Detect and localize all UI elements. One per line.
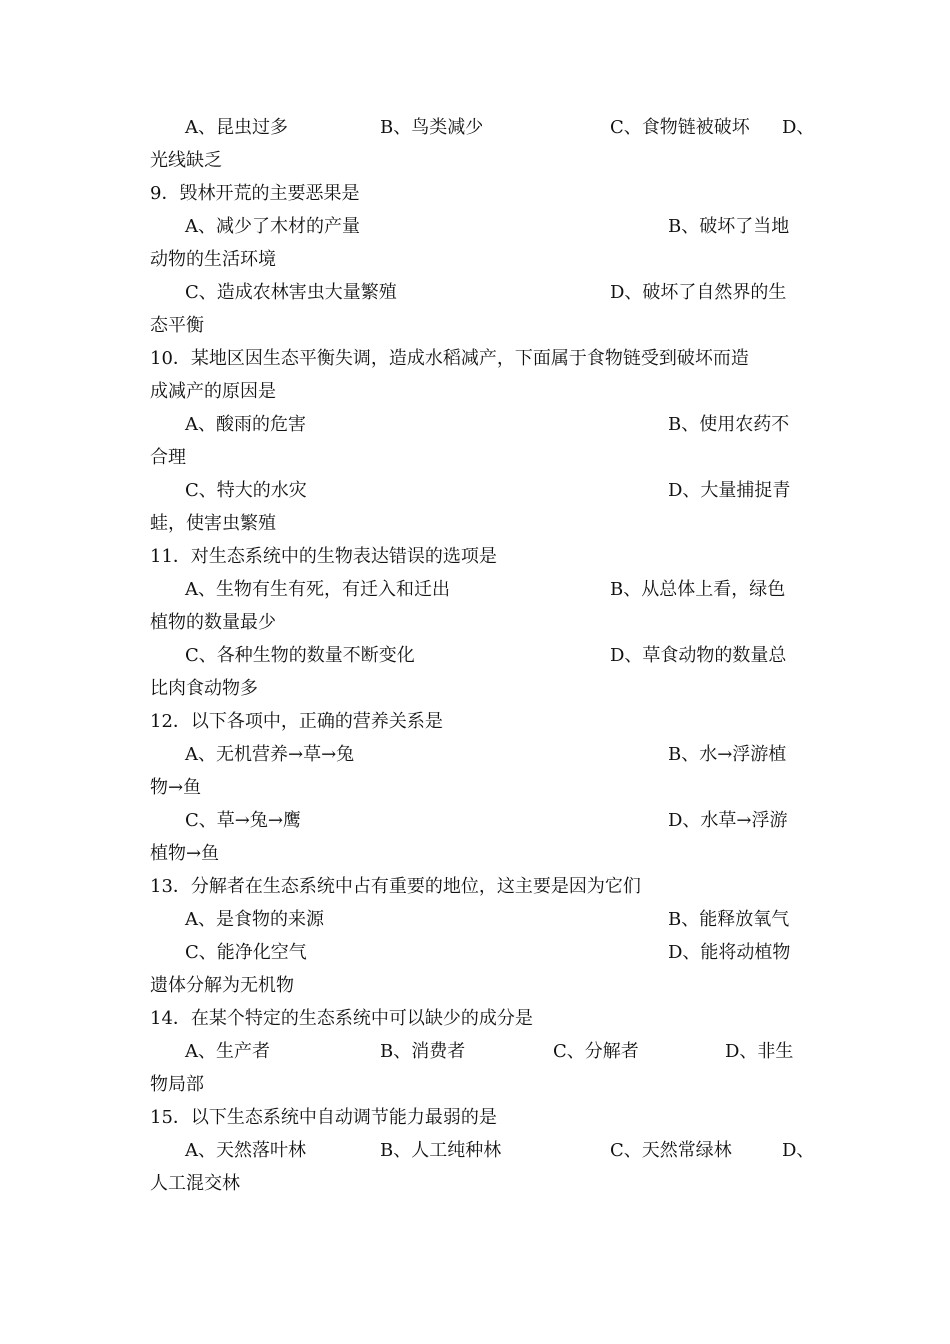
- q11-option-b-wrap: 植物的数量最少: [150, 612, 276, 633]
- q10-stem-wrap: 成减产的原因是: [150, 381, 276, 402]
- q8-option-d: D、: [782, 117, 815, 138]
- q13-option-a: A、是食物的来源: [185, 909, 324, 930]
- q10-stem: 10．某地区因生态平衡失调，造成水稻减产，下面属于食物链受到破坏而造: [150, 348, 749, 369]
- q9-option-b-wrap: 动物的生活环境: [150, 249, 276, 270]
- q12-option-c: C、草→兔→鹰: [185, 810, 301, 831]
- q15-option-d-wrap: 人工混交林: [150, 1173, 240, 1194]
- q14-stem: 14．在某个特定的生态系统中可以缺少的成分是: [150, 1008, 533, 1029]
- q8-option-b: B、鸟类减少: [380, 117, 484, 138]
- q14-option-d-wrap: 物局部: [150, 1074, 204, 1095]
- q13-stem: 13．分解者在生态系统中占有重要的地位，这主要是因为它们: [150, 876, 641, 897]
- q12-option-a: A、无机营养→草→兔: [185, 744, 355, 765]
- q14-option-d: D、非生: [725, 1041, 794, 1062]
- q11-option-a: A、生物有生有死，有迁入和迁出: [185, 579, 450, 600]
- q11-option-d: D、草食动物的数量总: [610, 645, 787, 666]
- q15-option-b: B、人工纯种林: [380, 1140, 502, 1161]
- q15-option-c: C、天然常绿林: [610, 1140, 732, 1161]
- q13-option-c: C、能净化空气: [185, 942, 307, 963]
- q14-option-a: A、生产者: [185, 1041, 270, 1062]
- q15-option-d: D、: [782, 1140, 815, 1161]
- q10-option-c: C、特大的水灾: [185, 480, 307, 501]
- q9-option-b: B、破坏了当地: [668, 216, 790, 237]
- q8-option-a: A、昆虫过多: [185, 117, 288, 138]
- q10-option-d-wrap: 蛙，使害虫繁殖: [150, 513, 276, 534]
- q13-option-d: D、能将动植物: [668, 942, 791, 963]
- q12-option-d-wrap: 植物→鱼: [150, 843, 220, 864]
- q12-option-b: B、水→浮游植: [668, 744, 787, 765]
- q14-option-c: C、分解者: [553, 1041, 639, 1062]
- q12-option-b-wrap: 物→鱼: [150, 777, 202, 798]
- q8-option-c: C、食物链被破坏: [610, 117, 750, 138]
- q9-option-d-wrap: 态平衡: [150, 315, 204, 336]
- q11-option-b: B、从总体上看，绿色: [610, 579, 786, 600]
- q14-option-b: B、消费者: [380, 1041, 466, 1062]
- q9-stem: 9．毁林开荒的主要恶果是: [150, 183, 360, 204]
- q12-option-d: D、水草→浮游: [668, 810, 788, 831]
- q10-option-a: A、酸雨的危害: [185, 414, 306, 435]
- q15-option-a: A、天然落叶林: [185, 1140, 306, 1161]
- q9-option-d: D、破坏了自然界的生: [610, 282, 787, 303]
- q9-option-c: C、造成农林害虫大量繁殖: [185, 282, 397, 303]
- q10-option-b-wrap: 合理: [150, 447, 186, 468]
- q11-option-c: C、各种生物的数量不断变化: [185, 645, 415, 666]
- q9-option-a: A、减少了木材的产量: [185, 216, 360, 237]
- q13-option-d-wrap: 遗体分解为无机物: [150, 975, 294, 996]
- q12-stem: 12．以下各项中，正确的营养关系是: [150, 711, 443, 732]
- q10-option-b: B、使用农药不: [668, 414, 790, 435]
- q8-option-d-wrap: 光线缺乏: [150, 150, 222, 171]
- q15-stem: 15．以下生态系统中自动调节能力最弱的是: [150, 1107, 497, 1128]
- q11-stem: 11．对生态系统中的生物表达错误的选项是: [150, 546, 497, 567]
- q11-option-d-wrap: 比肉食动物多: [150, 678, 258, 699]
- q10-option-d: D、大量捕捉青: [668, 480, 791, 501]
- q13-option-b: B、能释放氧气: [668, 909, 790, 930]
